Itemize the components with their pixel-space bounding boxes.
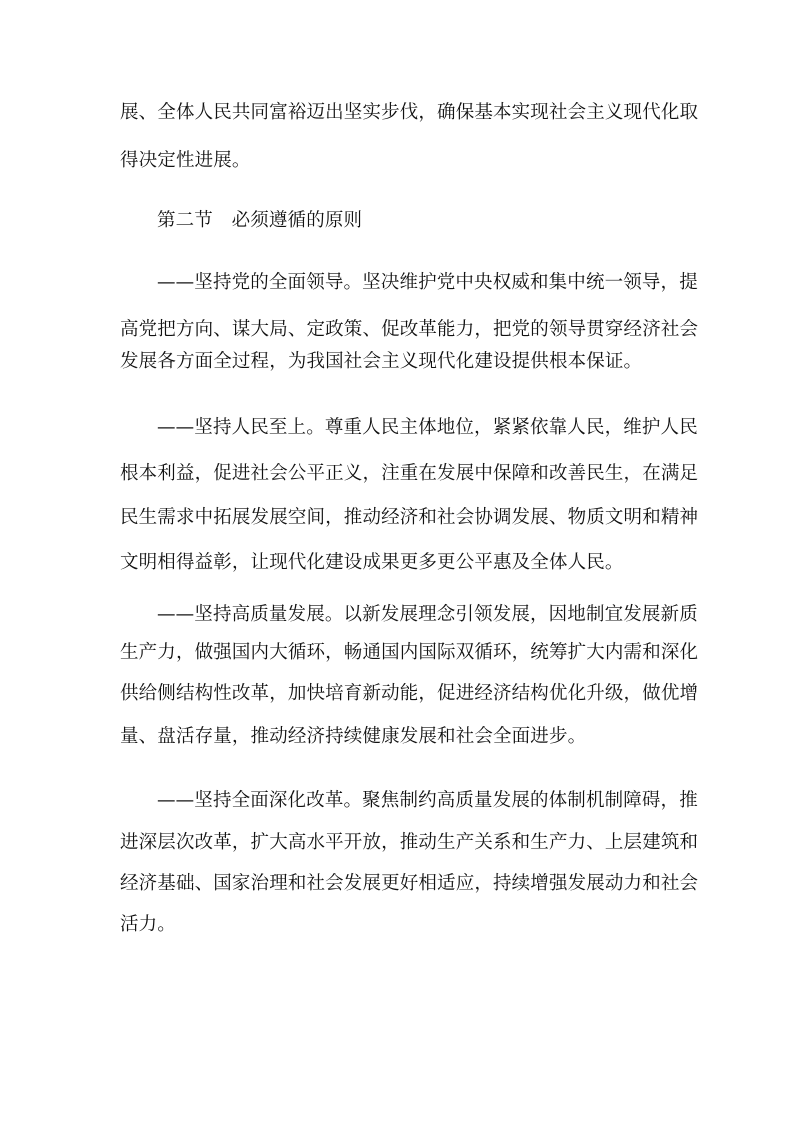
text-line: 进深层次改革，扩大高水平开放，推动生产关系和生产力、上层建筑和 [120, 832, 699, 853]
text-line: 量、盘活存量，推动经济持续健康发展和社会全面进步。 [120, 726, 587, 747]
text-line: 生产力，做强国内大循环，畅通国内国际双循环，统筹扩大内需和深化 [120, 642, 699, 663]
text-line: ——坚持高质量发展。以新发展理念引领发展，因地制宜发展新质 [157, 604, 698, 625]
text-line: 高党把方向、谋大局、定政策、促改革能力，把党的领导贯穿经济社会 [120, 319, 699, 340]
text-line: ——坚持人民至上。尊重人民主体地位，紧紧依靠人民，维护人民 [157, 417, 698, 438]
section-heading: 第二节 必须遵循的原则 [157, 210, 363, 231]
text-line: 得决定性进展。 [120, 150, 251, 171]
text-line: 供给侧结构性改革，加快培育新动能，促进经济结构优化升级，做优增 [120, 683, 699, 704]
text-line: 活力。 [120, 914, 176, 935]
text-line: ——坚持全面深化改革。聚焦制约高质量发展的体制机制障碍，推 [157, 790, 698, 811]
text-line: 民生需求中拓展发展空间，推动经济和社会协调发展、物质文明和精神 [120, 507, 699, 528]
text-line: 经济基础、国家治理和社会发展更好相适应，持续增强发展动力和社会 [120, 873, 699, 894]
text-line: 展、全体人民共同富裕迈出坚实步伐，确保基本实现社会主义现代化取 [120, 102, 699, 123]
text-line: 文明相得益彰，让现代化建设成果更多更公平惠及全体人民。 [120, 552, 624, 573]
text-line: ——坚持党的全面领导。坚决维护党中央权威和集中统一领导，提 [157, 272, 698, 293]
text-line: 发展各方面全过程，为我国社会主义现代化建设提供根本保证。 [120, 351, 643, 372]
text-line: 根本利益，促进社会公平正义，注重在发展中保障和改善民生，在满足 [120, 463, 699, 484]
